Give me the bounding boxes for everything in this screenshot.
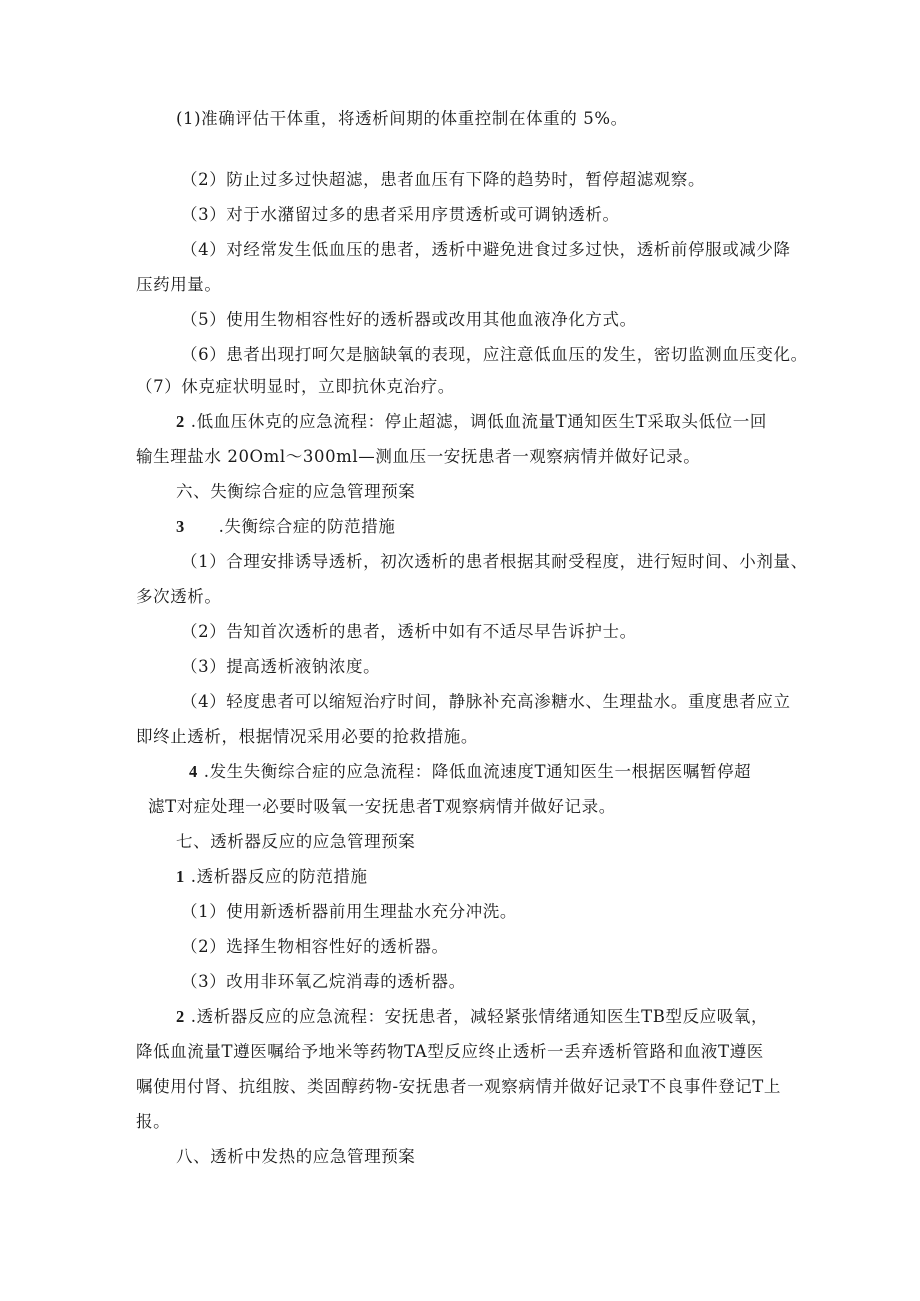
section-text: .透析器反应的防范措施 — [190, 867, 368, 886]
section-number: 4 — [189, 762, 198, 781]
section-text: .透析器反应的应急流程：安抚患者，减轻紧张情绪通知医生TB型反应吸氧， — [190, 1007, 769, 1026]
item-4-severity-line2: 即终止透析，根据情况采用必要的抢救措施。 — [136, 727, 478, 746]
item-3-sequential-dialysis: （3）对于水潴留过多的患者采用序贯透析或可调钠透析。 — [181, 205, 620, 224]
heading-fever: 八、透析中发热的应急管理预案 — [176, 1147, 416, 1166]
item-2-select-dialyzer: （2）选择生物相容性好的透析器。 — [181, 937, 449, 956]
item-2-ultrafiltration: （2）防止过多过快超滤，患者血压有下降的趋势时，暂停超滤观察。 — [181, 170, 706, 189]
section-number: 2 — [176, 412, 185, 431]
item-4-hypotension-line2: 压药用量。 — [136, 275, 222, 294]
item-1-weight-control: (1)准确评估干体重，将透析间期的体重控制在体重的 5%。 — [176, 109, 628, 128]
item-1-induction-line2: 多次透析。 — [136, 587, 222, 606]
section-number: 3 — [176, 517, 185, 536]
section-number: 2 — [176, 1007, 185, 1026]
item-1-induction-line1: （1）合理安排诱导透析，初次透析的患者根据其耐受程度，进行短时间、小剂量、 — [181, 552, 808, 571]
section-number: 1 — [176, 867, 185, 886]
heading-dialyzer-reaction: 七、透析器反应的应急管理预案 — [176, 832, 416, 851]
item-2-inform-patient: （2）告知首次透析的患者，透析中如有不适尽早告诉护士。 — [181, 622, 637, 641]
item-6-yawning: （6）患者出现打呵欠是脑缺氧的表现，应注意低血压的发生，密切监测血压变化。 — [181, 345, 808, 364]
item-5-biocompatible: （5）使用生物相容性好的透析器或改用其他血液净化方式。 — [181, 310, 637, 329]
section-3-prevention — [176, 516, 395, 538]
section-2-procedure-line3: 嘱使用付肾、抗组胺、类固醇药物-安抚患者一观察病情并做好记录T不良事件登记T上 — [136, 1077, 781, 1096]
section-text: .低血压休克的应急流程：停止超滤，调低血流量T通知医生T采取头低位一回 — [190, 412, 767, 431]
item-3-sodium: （3）提高透析液钠浓度。 — [181, 657, 381, 676]
section-2-procedure-line4: 报。 — [136, 1112, 171, 1131]
section-4-disequilibrium-procedure — [189, 761, 751, 783]
section-2-procedure-line2: 降低血流量T遵医嘱给予地米等药物TA型反应终止透析一丢弃透析管路和血液T遵医 — [136, 1042, 764, 1061]
section-4-procedure-line2: 滤T对症处理一必要时吸氧一安抚患者T观察病情并做好记录。 — [148, 797, 616, 816]
item-1-flush: （1）使用新透析器前用生理盐水充分冲洗。 — [181, 902, 517, 921]
item-4-hypotension-line1: （4）对经常发生低血压的患者，透析中避免进食过多过快，透析前停服或减少降 — [181, 240, 791, 259]
item-7-shock: （7）休克症状明显时，立即抗休克治疗。 — [136, 377, 455, 396]
section-text: .发生失衡综合症的应急流程：降低血流速度T通知医生一根据医嘱暂停超 — [203, 762, 752, 781]
section-text: .失衡综合症的防范措施 — [218, 517, 396, 536]
item-3-non-eo: （3）改用非环氧乙烷消毒的透析器。 — [181, 972, 466, 991]
item-4-severity-line1: （4）轻度患者可以缩短治疗时间，静脉补充高渗糖水、生理盐水。重度患者应立 — [181, 692, 791, 711]
section-2-dialyzer-procedure — [176, 1006, 768, 1028]
section-2-procedure-line2: 输生理盐水 20Oml～300ml—测血压一安抚患者一观察病情并做好记录。 — [136, 447, 701, 466]
section-2-hypotension-procedure — [176, 411, 767, 433]
heading-disequilibrium: 六、失衡综合症的应急管理预案 — [176, 482, 416, 501]
section-1-dialyzer-prevention — [176, 866, 368, 888]
